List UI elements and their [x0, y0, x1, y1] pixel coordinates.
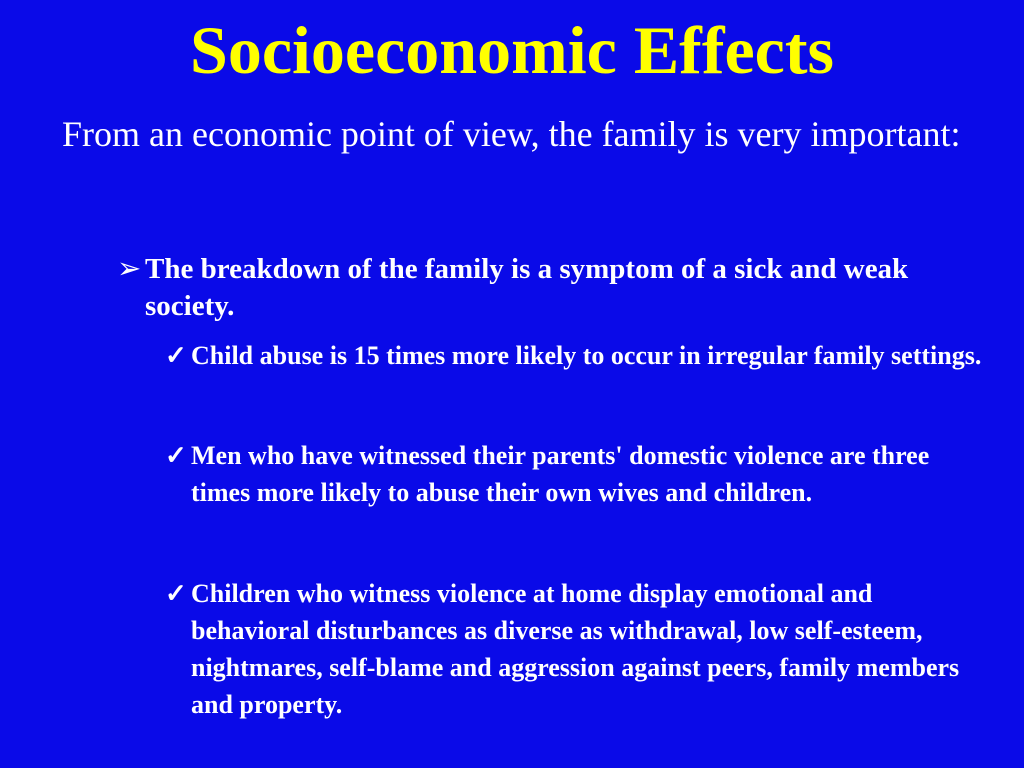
intro-paragraph: From an economic point of view, the family is very important:: [62, 114, 961, 154]
sub-bullet-text: Children who witness violence at home display emotional and behavioral disturbances as diverse as withdrawal, low self-esteem, nightmares, self-blame and aggression against peers, family members and property.: [191, 579, 960, 719]
main-bullet-text: The breakdown of the family is a symptom of a sick and weak society.: [145, 253, 909, 322]
main-bullet: [117, 251, 995, 325]
sub-bullet-3: [165, 575, 991, 723]
checkmark-icon: ✓: [165, 341, 187, 370]
sub-bullet-1: [165, 337, 991, 374]
sub-bullet-text: Child abuse is 15 times more likely to occur in irregular family settings.: [191, 341, 982, 370]
sub-bullet-2: [165, 437, 991, 511]
arrow-bullet-icon: ➢: [117, 253, 142, 285]
slide-title: Socioeconomic Effects: [190, 12, 834, 88]
checkmark-icon: ✓: [165, 441, 187, 470]
checkmark-icon: ✓: [165, 579, 187, 608]
sub-bullet-text: Men who have witnessed their parents' domestic violence are three times more likely to abuse their own wives and children.: [191, 441, 930, 507]
